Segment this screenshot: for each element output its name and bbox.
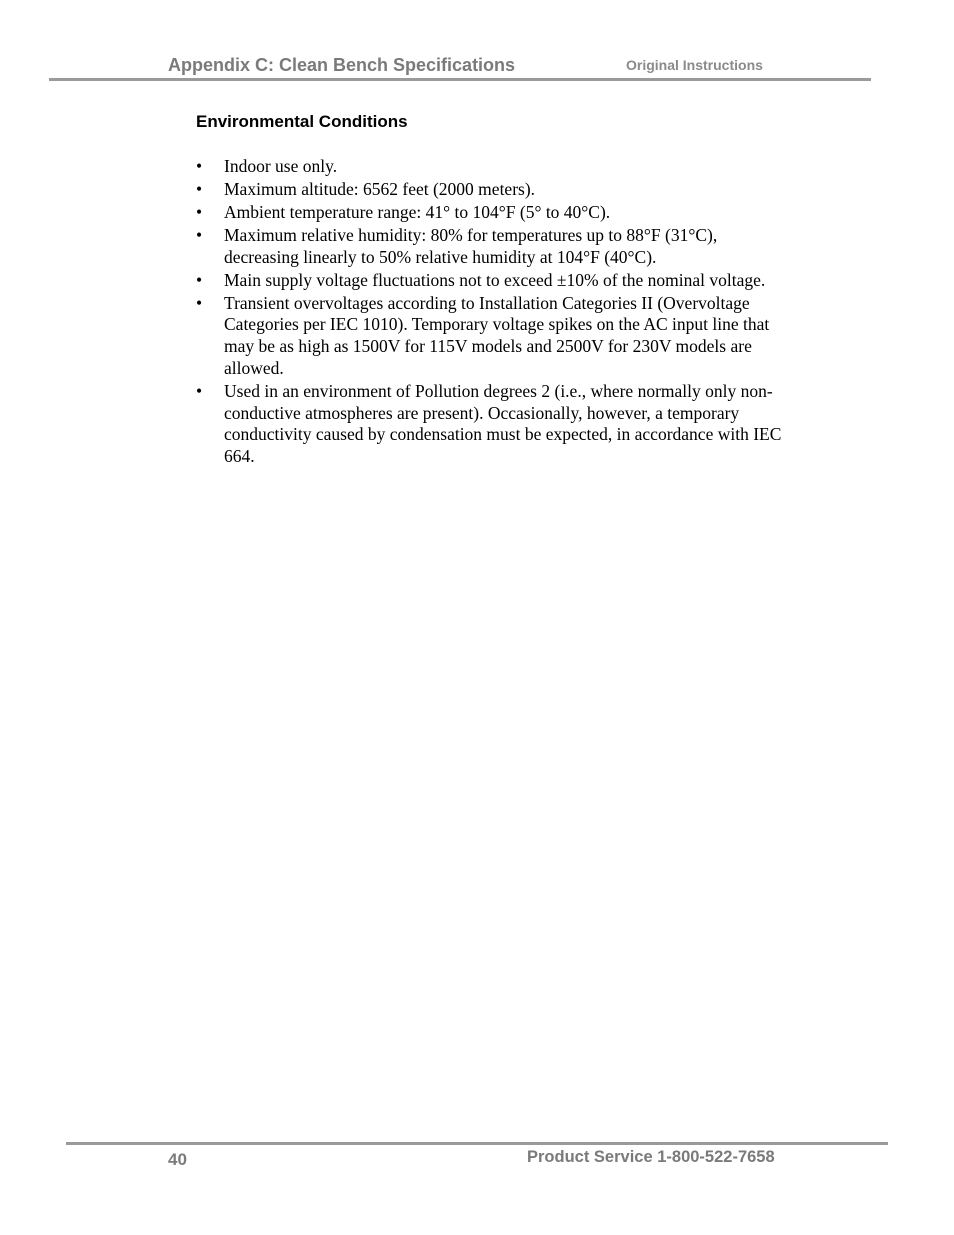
- list-item: [196, 156, 786, 178]
- list-item-text: Indoor use only.: [224, 156, 338, 176]
- product-service-phone: Product Service 1-800-522-7658: [527, 1148, 775, 1166]
- list-item: [196, 202, 786, 224]
- page-number: 40: [168, 1150, 187, 1169]
- list-item-text: Main supply voltage fluctuations not to exceed ±10% of the nominal voltage.: [224, 269, 766, 290]
- bullet-icon: •: [196, 292, 203, 313]
- bullet-icon: •: [196, 156, 203, 176]
- header-divider: [49, 78, 871, 81]
- page-header-title: Appendix C: Clean Bench Specifications: [168, 55, 516, 75]
- list-item: [196, 270, 786, 292]
- bullet-icon: •: [196, 225, 203, 245]
- list-item-text: Used in an environment of Pollution degrees 2 (i.e., where normally only non-conductive atmospheres are present). Occasionally, however, a temporary conductivity caused by condensation must be expected, in accordance with IEC 664.: [224, 380, 782, 466]
- footer-divider: [66, 1142, 888, 1145]
- bullet-icon: •: [196, 380, 203, 401]
- list-item-text: Transient overvoltages according to Installation Categories II (Overvoltage Categories per IEC 1010). Temporary voltage spikes on the AC input line that may be as high as 1500V for 115V models and 2500V for 230V models are allowed.: [224, 292, 770, 378]
- list-item: [196, 179, 786, 201]
- list-item: [196, 381, 786, 468]
- bullet-icon: •: [196, 269, 203, 290]
- bullet-icon: •: [196, 202, 203, 222]
- list-item: [196, 293, 786, 380]
- list-item-text: Ambient temperature range: 41° to 104°F (5° to 40°C).: [224, 202, 611, 222]
- page-header-subtitle: Original Instructions: [626, 57, 763, 73]
- list-item-text: Maximum altitude: 6562 feet (2000 meters).: [224, 179, 536, 199]
- list-item-text: Maximum relative humidity: 80% for temperatures up to 88°F (31°C), decreasing linearly to 50% relative humidity at 104°F (40°C).: [224, 225, 718, 267]
- section-heading: Environmental Conditions: [196, 112, 408, 131]
- list-item: [196, 225, 786, 268]
- bullet-icon: •: [196, 179, 203, 199]
- environmental-conditions-list: [196, 156, 786, 469]
